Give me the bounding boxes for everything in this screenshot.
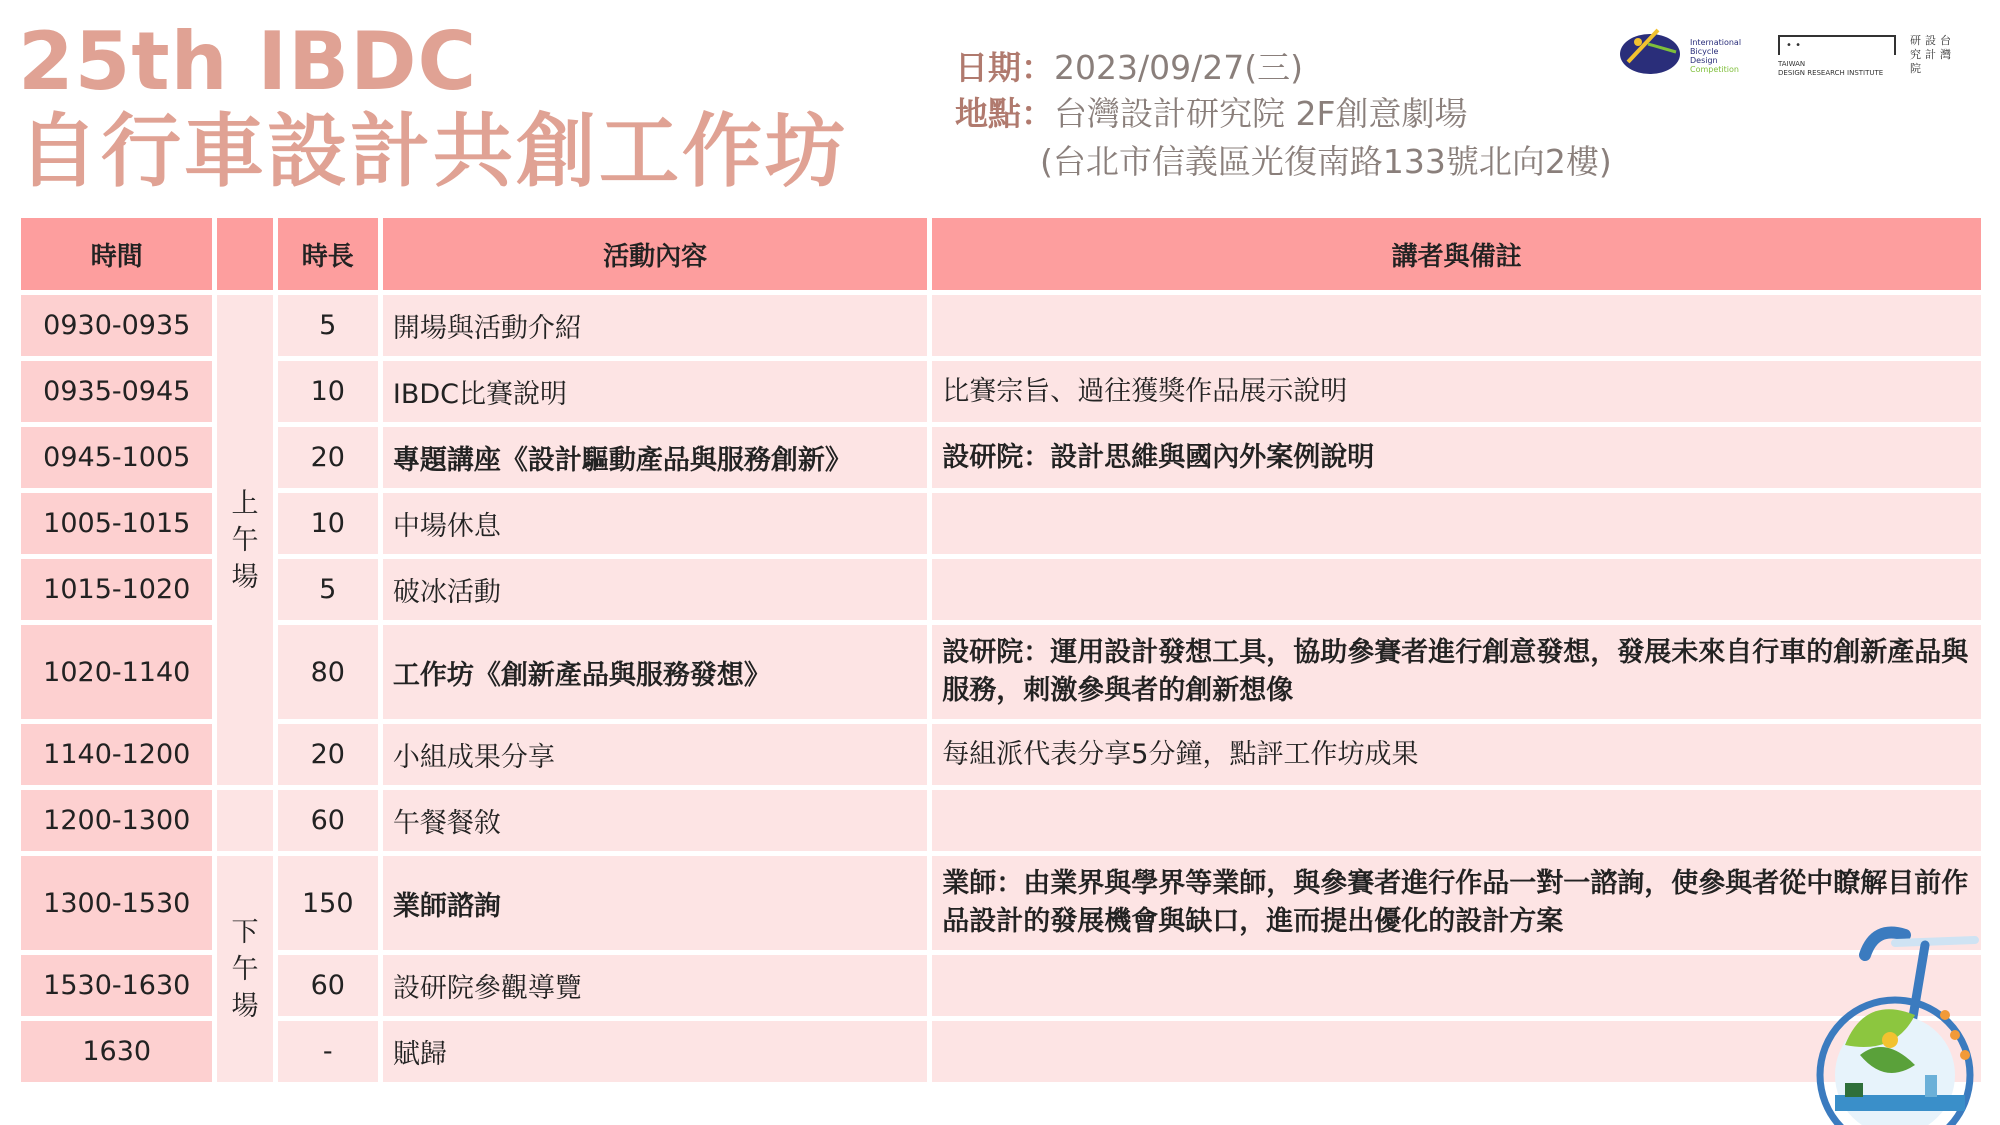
location-label: 地點： (955, 94, 1054, 133)
duration-cell: 5 (278, 559, 378, 620)
time-cell: 1530-1630 (21, 955, 212, 1016)
table-header-row (21, 218, 1981, 290)
time-cell: 0930-0935 (21, 295, 212, 356)
duration-cell: 20 (278, 724, 378, 785)
activity-cell: 工作坊《創新產品與服務發想》 (383, 625, 927, 719)
table-row (21, 955, 1981, 1016)
table-row (21, 427, 1981, 488)
notes-cell: 業師：由業界與學界等業師，與參賽者進行作品一對一諮詢，使參與者從中瞭解目前作品設計的發展機會與缺口，進而提出優化的設計方案 (932, 856, 1981, 950)
activity-cell: 賦歸 (383, 1021, 927, 1082)
notes-cell (932, 790, 1981, 851)
time-cell: 1015-1020 (21, 559, 212, 620)
location-line (955, 88, 1467, 135)
tdri-logo-chinese: 研設台究計灣院 (1910, 34, 1955, 75)
header-notes: 講者與備註 (932, 218, 1981, 290)
activity-cell: 破冰活動 (383, 559, 927, 620)
tdri-logo-frame: • • (1778, 35, 1896, 55)
address-line: (台北市信義區光復南路133號北向2樓) (1040, 142, 1612, 181)
notes-cell (932, 493, 1981, 554)
table-row (21, 493, 1981, 554)
activity-cell: 業師諮詢 (383, 856, 927, 950)
time-cell: 0935-0945 (21, 361, 212, 422)
header-session (217, 218, 272, 290)
schedule-table (16, 213, 1986, 1087)
table-row (21, 724, 1981, 785)
activity-cell: 專題講座《設計驅動產品與服務創新》 (383, 427, 927, 488)
time-cell: 1630 (21, 1021, 212, 1082)
duration-cell: - (278, 1021, 378, 1082)
session-pm-cell: 下 午 場 (217, 856, 272, 1082)
header-time: 時間 (21, 218, 212, 290)
activity-cell: 設研院參觀導覽 (383, 955, 927, 1016)
time-cell: 1200-1300 (21, 790, 212, 851)
duration-cell: 10 (278, 493, 378, 554)
activity-cell: 開場與活動介紹 (383, 295, 927, 356)
table-row (21, 559, 1981, 620)
activity-cell: 中場休息 (383, 493, 927, 554)
tdri-logo-text: TAIWAN DESIGN RESEARCH INSTITUTE (1778, 60, 1884, 77)
notes-cell (932, 295, 1981, 356)
duration-cell: 5 (278, 295, 378, 356)
time-cell: 1020-1140 (21, 625, 212, 719)
date-label: 日期： (955, 48, 1054, 87)
activity-cell: 午餐餐敘 (383, 790, 927, 851)
bicycle-illustration (1805, 915, 2000, 1125)
time-cell: 1005-1015 (21, 493, 212, 554)
notes-cell (932, 559, 1981, 620)
table-row (21, 790, 1981, 851)
ibdc-logo-text: International Bicycle Design Competition (1690, 38, 1742, 74)
table-row (21, 1021, 1981, 1082)
table-row (21, 856, 1981, 950)
activity-cell: IBDC比賽說明 (383, 361, 927, 422)
duration-cell: 10 (278, 361, 378, 422)
duration-cell: 20 (278, 427, 378, 488)
date-value: 2023/09/27(三) (1054, 48, 1303, 87)
duration-cell: 80 (278, 625, 378, 719)
notes-cell: 設研院：設計思維與國內外案例說明 (932, 427, 1981, 488)
session-lunch-cell (217, 790, 272, 851)
notes-cell: 比賽宗旨、過往獲獎作品展示說明 (932, 361, 1981, 422)
title-line1: 25th IBDC (18, 15, 478, 108)
location-value: 台灣設計研究院 2F創意劇場 (1054, 94, 1468, 133)
header-duration: 時長 (278, 218, 378, 290)
table-row (21, 361, 1981, 422)
table-row (21, 625, 1981, 719)
notes-cell: 設研院：運用設計發想工具，協助參賽者進行創意發想，發展未來自行車的創新產品與服務，刺激參與者的創新想像 (932, 625, 1981, 719)
activity-cell: 小組成果分享 (383, 724, 927, 785)
notes-cell: 每組派代表分享5分鐘，點評工作坊成果 (932, 724, 1981, 785)
session-am-cell: 上 午 場 (217, 295, 272, 785)
title-line2: 自行車設計共創工作坊 (18, 105, 848, 198)
time-cell: 0945-1005 (21, 427, 212, 488)
duration-cell: 60 (278, 955, 378, 1016)
date-line (955, 42, 1303, 89)
duration-cell: 150 (278, 856, 378, 950)
time-cell: 1300-1530 (21, 856, 212, 950)
time-cell: 1140-1200 (21, 724, 212, 785)
duration-cell: 60 (278, 790, 378, 851)
header-activity: 活動內容 (383, 218, 927, 290)
table-row (21, 295, 1981, 356)
